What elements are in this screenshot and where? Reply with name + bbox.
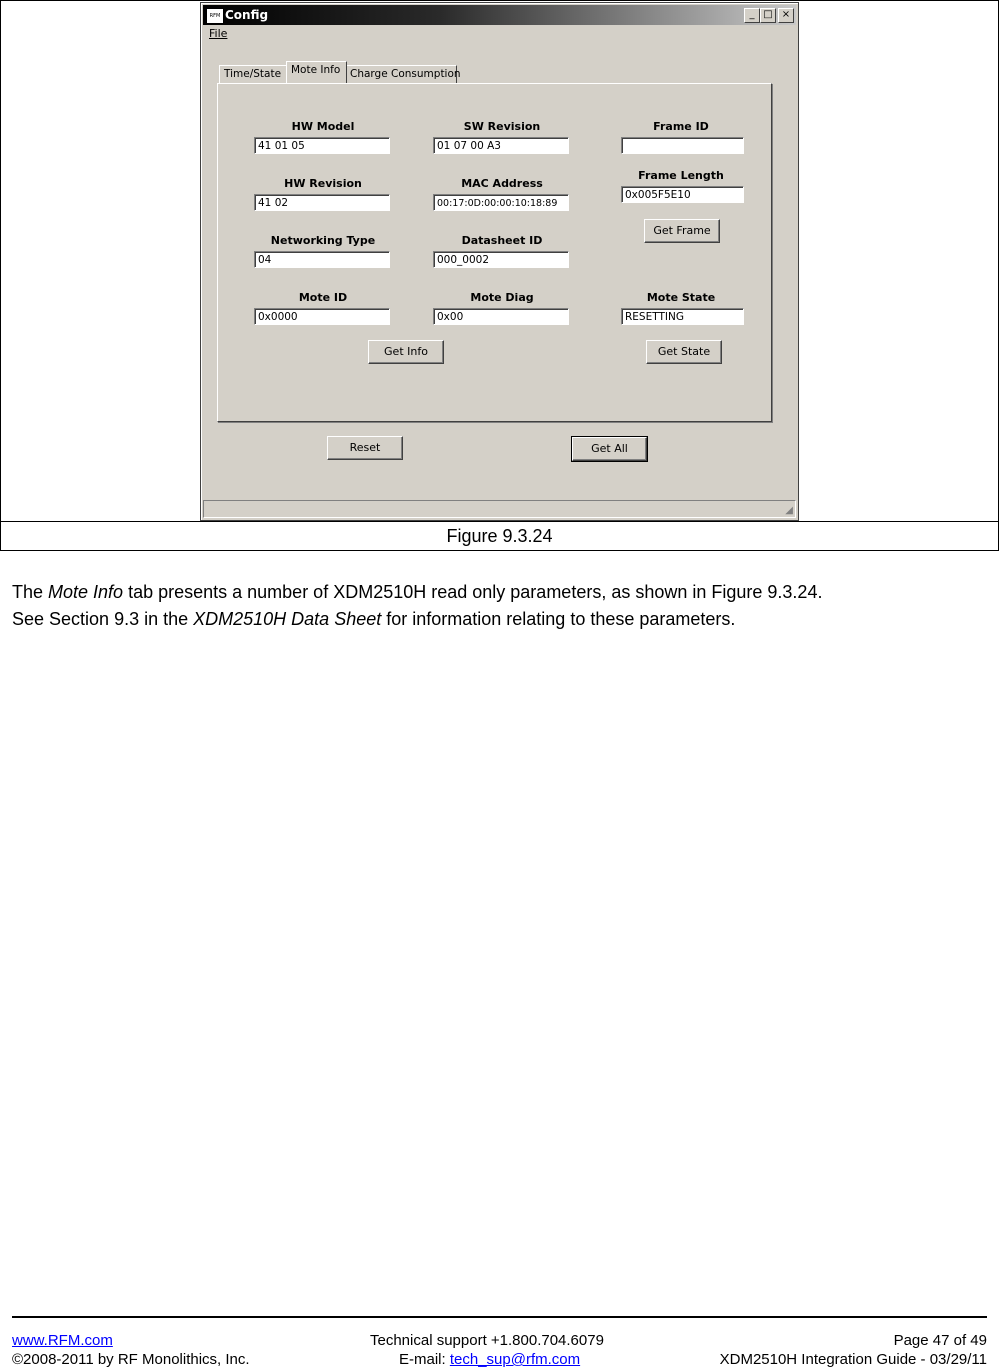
p2-text-b: for information relating to these parameters. <box>381 609 736 629</box>
close-icon[interactable]: × <box>778 8 794 23</box>
p1-text-b: tab presents a number of XDM2510H read only parameters, as shown in Figure 9.3.24. <box>123 582 823 602</box>
figure-caption: Figure 9.3.24 <box>0 521 999 551</box>
config-dialog <box>200 2 799 521</box>
get-frame-button[interactable]: Get Frame <box>644 219 720 243</box>
frame-id-label: Frame ID <box>653 120 709 133</box>
mote-state-field[interactable]: RESETTING <box>621 308 744 325</box>
menu-bar <box>209 27 227 40</box>
email-label: E-mail: <box>399 1351 450 1368</box>
reset-button[interactable]: Reset <box>327 436 403 460</box>
datasheet-id-label: Datasheet ID <box>461 234 543 247</box>
tab-charge-consumption[interactable]: Charge Consumption <box>345 65 457 84</box>
status-bar <box>203 500 796 518</box>
copyright: ©2008-2011 by RF Monolithics, Inc. <box>12 1351 250 1368</box>
footer-rule <box>12 1316 987 1318</box>
support-phone: Technical support +1.800.704.6079 <box>370 1332 604 1349</box>
get-info-button[interactable]: Get Info <box>368 340 444 364</box>
resize-grip-icon[interactable]: ◢ <box>785 505 793 516</box>
mote-state-label: Mote State <box>646 291 716 304</box>
datasheet-id-field[interactable]: 000_0002 <box>433 251 569 268</box>
get-state-button[interactable]: Get State <box>646 340 722 364</box>
title-bar[interactable] <box>203 5 796 25</box>
p1-emphasis: Mote Info <box>48 582 124 602</box>
mote-diag-field[interactable]: 0x00 <box>433 308 569 325</box>
p2-text-a: See Section 9.3 in the <box>12 609 194 629</box>
email-line <box>399 1351 580 1369</box>
get-all-button[interactable]: Get All <box>572 437 647 461</box>
mote-info-panel <box>217 83 772 422</box>
tab-mote-info[interactable]: Mote Info <box>286 61 347 83</box>
maximize-icon[interactable]: □ <box>760 8 776 23</box>
mote-diag-label: Mote Diag <box>470 291 534 304</box>
menu-file[interactable]: File <box>209 27 228 40</box>
body-paragraph <box>12 579 982 633</box>
hw-model-label: HW Model <box>291 120 355 133</box>
window-title: Config <box>225 8 269 22</box>
minimize-icon[interactable]: _ <box>744 8 760 23</box>
frame-length-label: Frame Length <box>638 169 724 182</box>
sw-revision-label: SW Revision <box>463 120 541 133</box>
page-number: Page 47 of 49 <box>893 1332 987 1349</box>
app-icon: RFM <box>206 8 224 24</box>
hw-model-field[interactable]: 41 01 05 <box>254 137 390 154</box>
tab-time-state[interactable]: Time/State <box>219 65 288 84</box>
p1-text-a: The <box>12 582 49 602</box>
networking-type-label: Networking Type <box>270 234 376 247</box>
hw-revision-label: HW Revision <box>284 177 362 190</box>
hw-revision-field[interactable]: 41 02 <box>254 194 390 211</box>
frame-id-field[interactable] <box>621 137 744 154</box>
website-link[interactable]: www.RFM.com <box>12 1332 113 1349</box>
mac-address-field[interactable]: 00:17:0D:00:00:10:18:89 <box>433 194 569 211</box>
mac-address-label: MAC Address <box>461 177 543 190</box>
p2-emphasis: XDM2510H Data Sheet <box>193 609 382 629</box>
mote-id-label: Mote ID <box>298 291 348 304</box>
sw-revision-field[interactable]: 01 07 00 A3 <box>433 137 569 154</box>
frame-length-field[interactable]: 0x005F5E10 <box>621 186 744 203</box>
mote-id-field[interactable]: 0x0000 <box>254 308 390 325</box>
email-link[interactable]: tech_sup@rfm.com <box>449 1351 581 1368</box>
document-title: XDM2510H Integration Guide - 03/29/11 <box>719 1351 987 1368</box>
networking-type-field[interactable]: 04 <box>254 251 390 268</box>
